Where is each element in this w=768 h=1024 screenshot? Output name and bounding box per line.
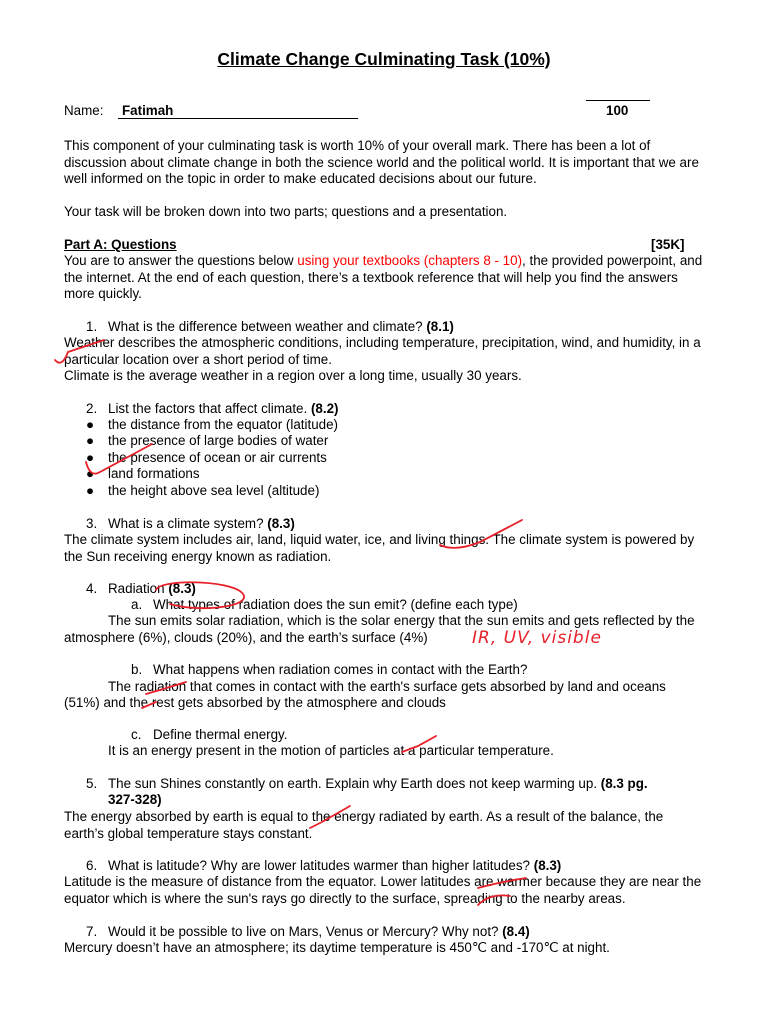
question-4: 4. Radiation (8.3): [86, 581, 196, 596]
question-1: 1. What is the difference between weather and climate? (8.1): [86, 319, 454, 334]
question-5-ref-cont: 327-328): [108, 792, 162, 807]
breakdown-paragraph: Your task will be broken down into two parts; questions and a presentation.: [64, 204, 508, 219]
part-a-heading: Part A: Questions: [64, 237, 177, 252]
answer-6: Latitude is the measure of distance from the equator. Lower latitudes are warmer because they are near the equator which is where the sun's rays go directly to the surface, spreading to the nearby areas.: [64, 874, 702, 906]
question-4a: a. What types of radiation does the sun emit? (define each type): [131, 597, 518, 612]
name-underline: [118, 118, 358, 119]
answer-4b-line1: The radiation that comes in contact with the earth's surface gets absorbed by land and oceans: [108, 679, 666, 694]
score-underline: [586, 100, 650, 101]
question-4c: c. Define thermal energy.: [131, 727, 288, 742]
score-value: 100: [606, 103, 629, 118]
answer-1b: Climate is the average weather in a region over a long time, usually 30 years.: [64, 368, 522, 383]
intro-paragraph: This component of your culminating task is worth 10% of your overall mark. There has been a lot of discussion about climate change in both the science world and the political world. It is important that we are well informed on the topic in order to make educated decisions about our future.: [64, 138, 699, 187]
answer-5: The energy absorbed by earth is equal to the energy radiated by earth. As a result of the balance, the earth’s global temperature stays constant.: [64, 809, 664, 841]
name-value: Fatimah: [122, 103, 174, 118]
question-7: 7. Would it be possible to live on Mars, Venus or Mercury? Why not? (8.4): [86, 924, 530, 939]
part-a-marks: [35K]: [651, 237, 685, 252]
question-3: 3. What is a climate system? (8.3): [86, 516, 295, 531]
page-title: Climate Change Culminating Task (10%): [217, 49, 551, 69]
name-label: Name:: [64, 103, 104, 118]
list-item: ● the height above sea level (altitude): [86, 483, 320, 498]
answer-4c: It is an energy present in the motion of particles at a particular temperature.: [108, 743, 554, 758]
textbook-reference: using your textbooks (chapters 8 - 10): [297, 253, 523, 268]
answer-7: Mercury doesn’t have an atmosphere; its daytime temperature is 450℃ and -170℃ at night.: [64, 940, 610, 955]
teacher-note-radiation-types: IR, UV, visible: [472, 628, 602, 648]
list-item: ● land formations: [86, 466, 200, 481]
answer-4b-line2: (51%) and the rest gets absorbed by the atmosphere and clouds: [64, 695, 446, 710]
answer-4a: The sun emits solar radiation, which is the solar energy that the sun emits and gets reflected by the atmosphere (6%), clouds (20%), and the earth’s surface (4%): [64, 613, 695, 645]
question-4b: b. What happens when radiation comes in contact with the Earth?: [131, 662, 528, 677]
answer-1a: Weather describes the atmospheric conditions, including temperature, precipitation, wind, and humidity, in a particular location over a short period of time.: [64, 335, 701, 367]
question-2: 2. List the factors that affect climate. (8.2): [86, 401, 339, 416]
question-5: 5. The sun Shines constantly on earth. Explain why Earth does not keep warming up. (8.3 pg.: [86, 776, 648, 791]
part-a-instructions: You are to answer the questions below using your textbooks (chapters 8 - 10), the provided powerpoint, and the internet. At the end of each question, there’s a textbook reference that will help you find the answers more quickly.: [64, 253, 703, 302]
list-item: ● the presence of ocean or air currents: [86, 450, 327, 465]
question-6: 6. What is latitude? Why are lower latitudes warmer than higher latitudes? (8.3): [86, 858, 562, 873]
answer-3: The climate system includes air, land, liquid water, ice, and living things. The climate system is powered by the Sun receiving energy known as radiation.: [64, 532, 695, 564]
list-item: ● the presence of large bodies of water: [86, 433, 329, 448]
list-item: ● the distance from the equator (latitude): [86, 417, 339, 432]
